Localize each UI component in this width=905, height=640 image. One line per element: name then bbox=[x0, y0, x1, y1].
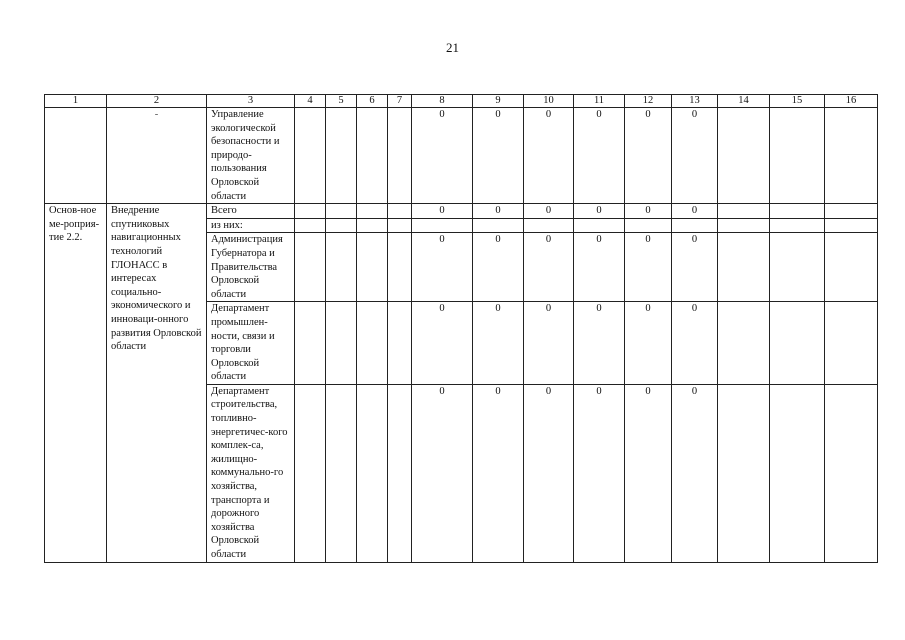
value-cell: 0 bbox=[412, 204, 473, 219]
budget-table bbox=[44, 94, 878, 563]
column-header: 3 bbox=[207, 95, 295, 108]
measure-code-cell bbox=[45, 108, 107, 204]
value-cell: 0 bbox=[473, 302, 524, 385]
column-header: 8 bbox=[412, 95, 473, 108]
value-cell bbox=[524, 218, 574, 233]
executor-cell: Всего bbox=[207, 204, 295, 219]
column-header: 4 bbox=[295, 95, 326, 108]
measure-row-total bbox=[45, 204, 878, 219]
column-header: 11 bbox=[574, 95, 625, 108]
value-cell: 0 bbox=[473, 204, 524, 219]
executor-cell: Администрация Губернатора и Правительства Орловской области bbox=[207, 233, 295, 302]
page-number: 21 bbox=[446, 40, 459, 55]
value-cell bbox=[473, 218, 524, 233]
value-cell: 0 bbox=[574, 302, 625, 385]
column-header: 13 bbox=[672, 95, 718, 108]
value-cell: 0 bbox=[412, 108, 473, 204]
column-header: 10 bbox=[524, 95, 574, 108]
value-cell: 0 bbox=[524, 302, 574, 385]
measure-code-cell: Основ-ное ме-роприя-тие 2.2. bbox=[45, 204, 107, 562]
measure-name-cell bbox=[107, 108, 207, 204]
column-header: 1 bbox=[45, 95, 107, 108]
column-header: 5 bbox=[326, 95, 357, 108]
value-cell: 0 bbox=[412, 302, 473, 385]
value-cell: 0 bbox=[625, 384, 672, 562]
value-cell: 0 bbox=[524, 108, 574, 204]
value-cell: 0 bbox=[672, 233, 718, 302]
value-cell: 0 bbox=[473, 384, 524, 562]
value-cell bbox=[625, 218, 672, 233]
value-cell: 0 bbox=[524, 384, 574, 562]
value-cell: 0 bbox=[625, 233, 672, 302]
column-header: 16 bbox=[825, 95, 878, 108]
column-header: 12 bbox=[625, 95, 672, 108]
value-cell: 0 bbox=[574, 384, 625, 562]
measure-name-cell: Внедрение спутниковых навигационных технологий ГЛОНАСС в интересах социально-экономического и инноваци-онного развития Орловской области bbox=[107, 204, 207, 562]
header-row bbox=[45, 95, 878, 108]
value-cell: 0 bbox=[574, 108, 625, 204]
value-cell: 0 bbox=[625, 108, 672, 204]
value-cell: 0 bbox=[672, 384, 718, 562]
column-header: 9 bbox=[473, 95, 524, 108]
executor-cell: Департамент промышлен-ности, связи и торговли Орловской области bbox=[207, 302, 295, 385]
value-cell bbox=[412, 218, 473, 233]
value-cell: 0 bbox=[625, 204, 672, 219]
value-cell: 0 bbox=[524, 204, 574, 219]
value-cell: 0 bbox=[412, 384, 473, 562]
executor-cell: из них: bbox=[207, 218, 295, 233]
executor-cell: Управление экологической безопасности и природо-пользования Орловской области bbox=[207, 108, 295, 204]
value-cell: 0 bbox=[524, 233, 574, 302]
column-header: 2 bbox=[107, 95, 207, 108]
value-cell bbox=[574, 218, 625, 233]
value-cell: 0 bbox=[473, 233, 524, 302]
continuation-row bbox=[45, 108, 878, 204]
dash-mark: - bbox=[154, 109, 159, 120]
value-cell: 0 bbox=[412, 233, 473, 302]
column-header: 7 bbox=[388, 95, 412, 108]
value-cell: 0 bbox=[672, 302, 718, 385]
executor-cell: Департамент строительства, топливно-энергетичес-кого комплек-са, жилищно-коммунально-го хозяйства, транспорта и дорожного хозяйства Орловской области bbox=[207, 384, 295, 562]
value-cell: 0 bbox=[672, 204, 718, 219]
column-header: 15 bbox=[770, 95, 825, 108]
column-header: 14 bbox=[718, 95, 770, 108]
value-cell: 0 bbox=[574, 204, 625, 219]
value-cell: 0 bbox=[574, 233, 625, 302]
value-cell: 0 bbox=[672, 108, 718, 204]
value-cell: 0 bbox=[473, 108, 524, 204]
value-cell: 0 bbox=[625, 302, 672, 385]
column-header: 6 bbox=[357, 95, 388, 108]
value-cell bbox=[672, 218, 718, 233]
